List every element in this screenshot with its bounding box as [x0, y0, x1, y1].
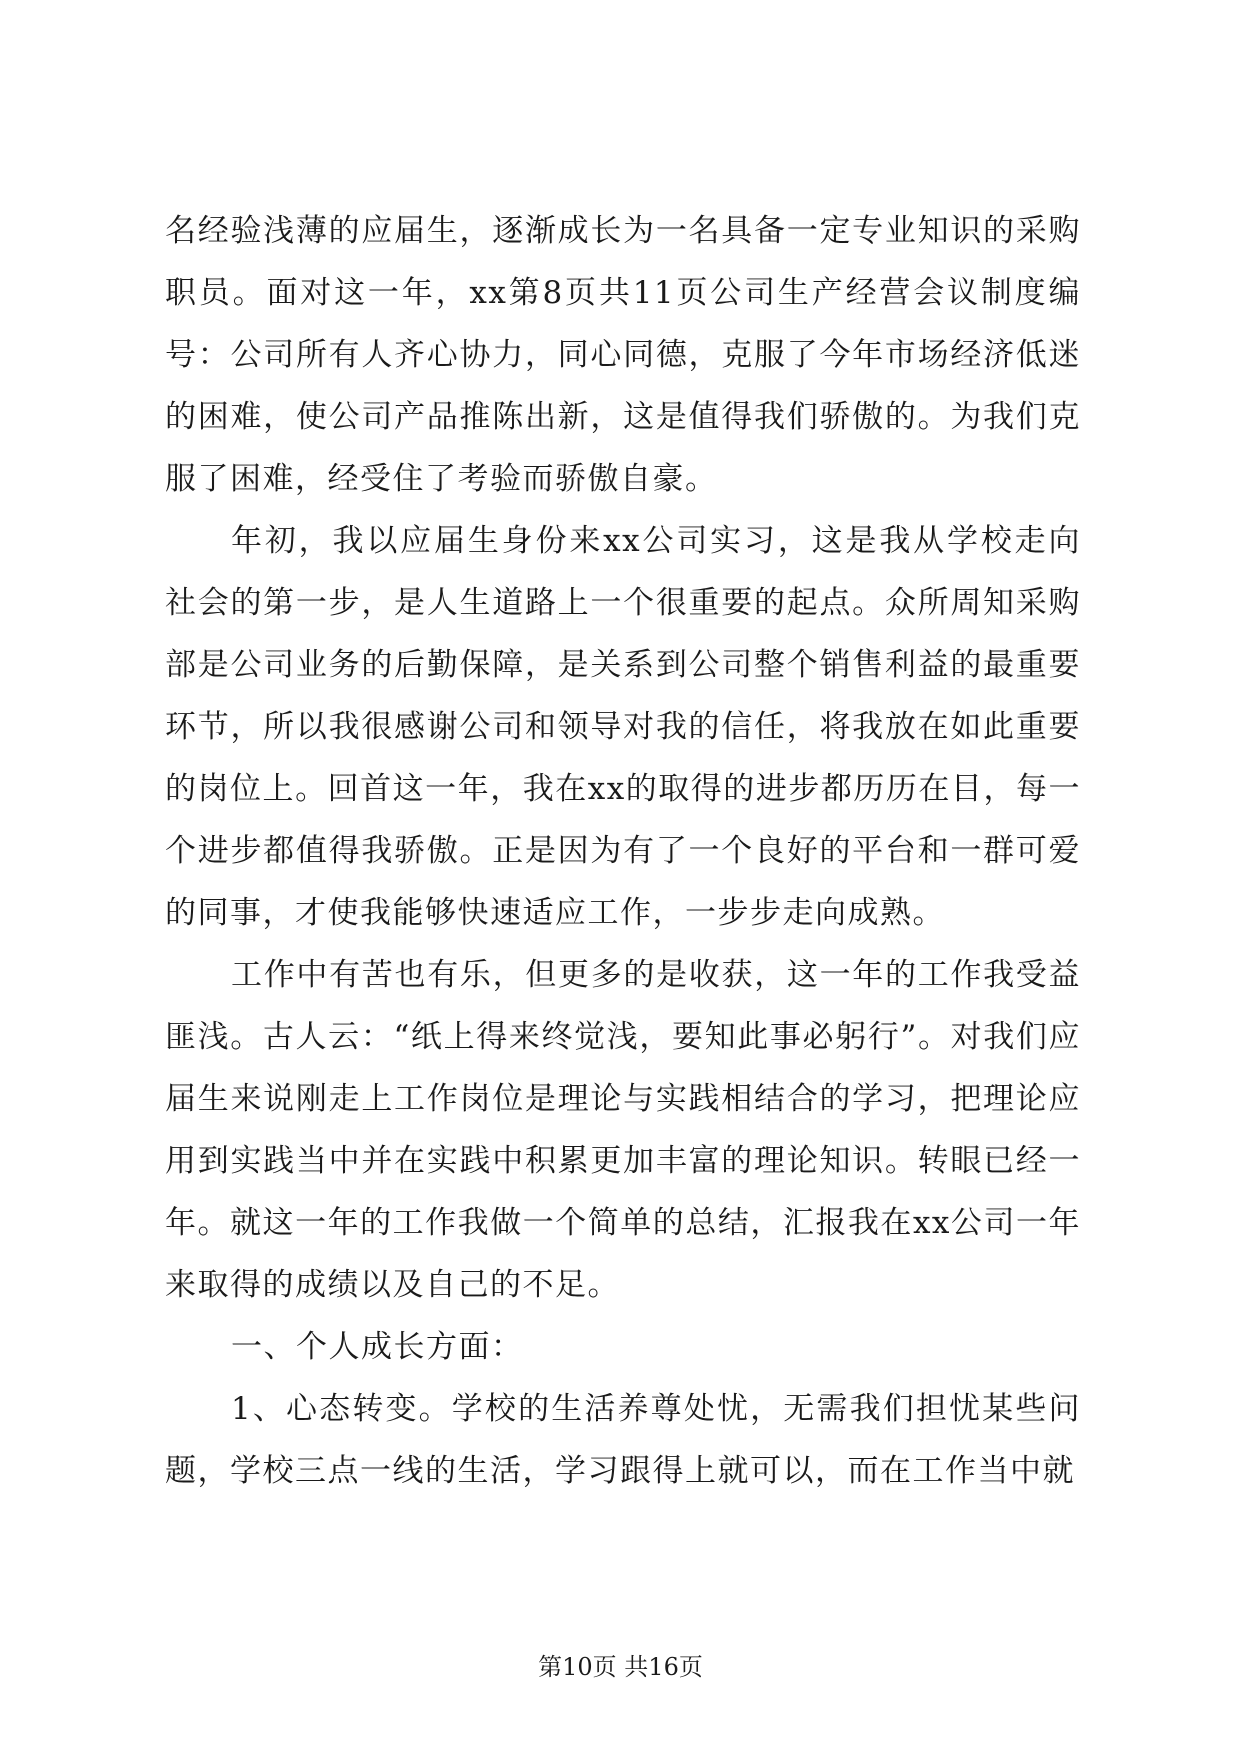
document-body	[165, 200, 1081, 1502]
section-heading: 一、个人成长方面：	[231, 1329, 524, 1365]
paragraph-5: 1、心态转变。学校的生活养尊处忧，无需我们担忧某些问题，学校三点一线的生活，学习跟得上就可以，而在工作当中就	[165, 1391, 1081, 1489]
page-number-footer: 第10页 共16页	[538, 1653, 703, 1681]
paragraph-1: 名经验浅薄的应届生，逐渐成长为一名具备一定专业知识的采购职员。面对这一年，xx第8页共11页公司生产经营会议制度编号：公司所有人齐心协力，同心同德，克服了今年市场经济低迷的困难，使公司产品推陈出新，这是值得我们骄傲的。为我们克服了困难，经受住了考验而骄傲自豪。	[165, 213, 1081, 497]
paragraph-2: 年初，我以应届生身份来xx公司实习，这是我从学校走向社会的第一步，是人生道路上一个很重要的起点。众所周知采购部是公司业务的后勤保障，是关系到公司整个销售利益的最重要环节，所以我很感谢公司和领导对我的信任，将我放在如此重要的岗位上。回首这一年，我在xx的取得的进步都历历在目，每一个进步都值得我骄傲。正是因为有了一个良好的平台和一群可爱的同事，才使我能够快速适应工作，一步步走向成熟。	[165, 523, 1081, 931]
paragraph-3: 工作中有苦也有乐，但更多的是收获，这一年的工作我受益匪浅。古人云：“纸上得来终觉浅，要知此事必躬行”。对我们应届生来说刚走上工作岗位是理论与实践相结合的学习，把理论应用到实践当中并在实践中积累更加丰富的理论知识。转眼已经一年。就这一年的工作我做一个简单的总结，汇报我在xx公司一年来取得的成绩以及自己的不足。	[165, 957, 1081, 1303]
